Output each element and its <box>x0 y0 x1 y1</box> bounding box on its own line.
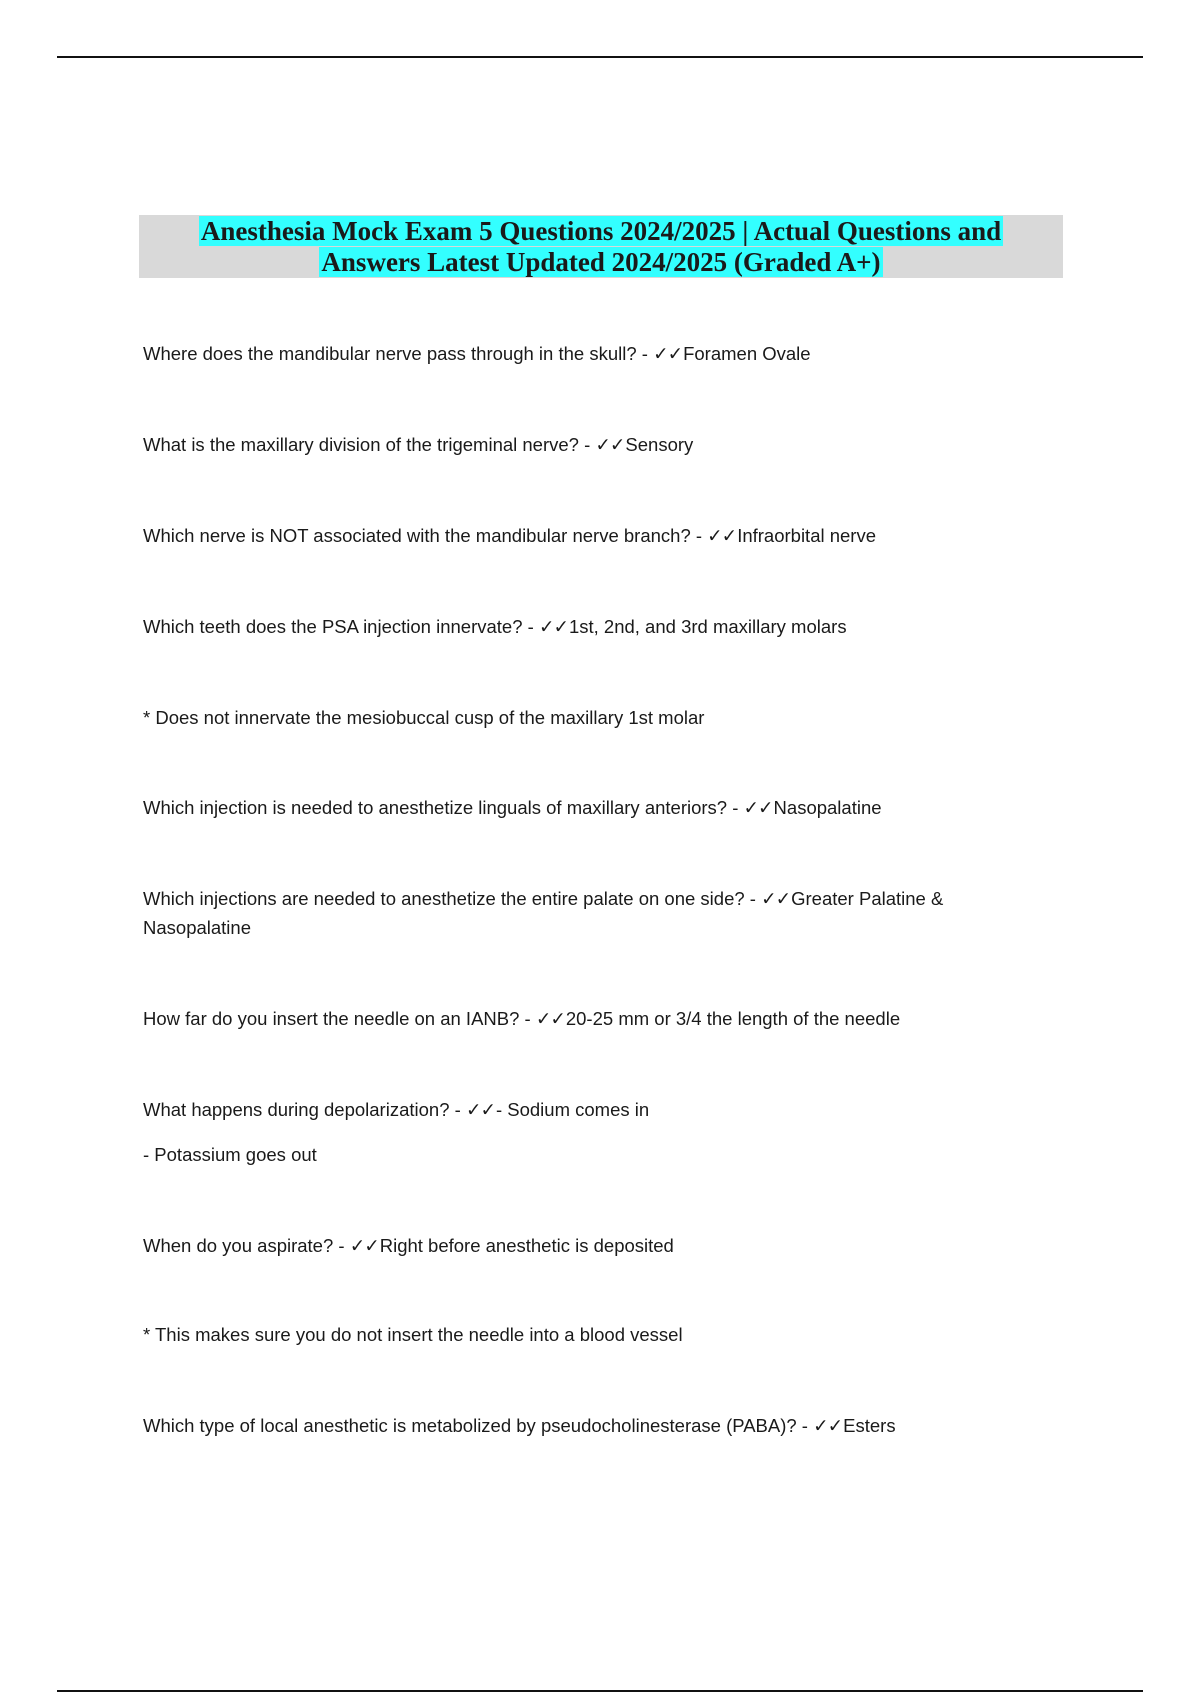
qa-item-5 <box>143 794 882 823</box>
answer-text: Nasopalatine <box>773 797 882 818</box>
answer-text: 20-25 mm or 3/4 the length of the needle <box>565 1008 901 1029</box>
qa-item-7 <box>143 1005 900 1034</box>
answer-text: - Sodium comes in <box>495 1099 650 1120</box>
note-text: * Does not innervate the mesiobuccal cusp of the maxillary 1st molar <box>143 707 705 728</box>
qa-item-4 <box>143 613 847 642</box>
top-rule <box>57 56 1143 58</box>
double-check-icon: ✓✓ <box>538 617 568 638</box>
qa-item-6 <box>143 885 943 914</box>
bottom-rule <box>57 1690 1143 1692</box>
double-check-icon: ✓✓ <box>535 1009 565 1030</box>
question-text: Which type of local anesthetic is metabolized by pseudocholinesterase (PABA)? - <box>143 1415 814 1436</box>
double-check-icon: ✓✓ <box>743 798 773 819</box>
qa-item-10 <box>143 1412 896 1441</box>
question-text: Which teeth does the PSA injection innervate? - <box>143 616 539 637</box>
question-text: Which injections are needed to anesthetize the entire palate on one side? - <box>143 888 762 909</box>
note-text: * This makes sure you do not insert the needle into a blood vessel <box>143 1324 683 1345</box>
question-text: What happens during depolarization? - <box>143 1099 466 1120</box>
qa-item-8 <box>143 1096 649 1125</box>
qa-item-3 <box>143 522 876 551</box>
answer-text: Foramen Ovale <box>683 343 811 364</box>
question-text: How far do you insert the needle on an IANB? - <box>143 1008 536 1029</box>
document-title <box>139 215 1063 278</box>
answer-text: Esters <box>843 1415 896 1436</box>
qa-item-6-continuation <box>143 914 251 942</box>
double-check-icon: ✓✓ <box>349 1236 379 1257</box>
double-check-icon: ✓✓ <box>653 344 683 365</box>
answer-text: 1st, 2nd, and 3rd maxillary molars <box>568 616 847 637</box>
answer-text: Right before anesthetic is deposited <box>379 1235 674 1256</box>
title-line-2: Answers Latest Updated 2024/2025 (Graded A+) <box>321 247 881 277</box>
answer-text: Greater Palatine & <box>791 888 944 909</box>
question-text: Which injection is needed to anesthetize linguals of maxillary anteriors? - <box>143 797 744 818</box>
double-check-icon: ✓✓ <box>813 1416 843 1437</box>
double-check-icon: ✓✓ <box>707 526 737 547</box>
question-text: Where does the mandibular nerve pass through in the skull? - <box>143 343 654 364</box>
double-check-icon: ✓✓ <box>595 435 625 456</box>
answer-continuation-text: - Potassium goes out <box>143 1144 317 1165</box>
note-item-2 <box>143 1321 683 1349</box>
question-text: When do you aspirate? - <box>143 1235 350 1256</box>
double-check-icon: ✓✓ <box>761 889 791 910</box>
qa-item-2 <box>143 431 693 460</box>
answer-text: Infraorbital nerve <box>737 525 877 546</box>
qa-item-9 <box>143 1232 674 1261</box>
question-text: Which nerve is NOT associated with the mandibular nerve branch? - <box>143 525 708 546</box>
answer-text: Sensory <box>625 434 694 455</box>
qa-item-8-continuation <box>143 1141 317 1169</box>
question-text: What is the maxillary division of the trigeminal nerve? - <box>143 434 596 455</box>
qa-item-1 <box>143 340 811 369</box>
note-item-1 <box>143 704 704 732</box>
title-line-1: Anesthesia Mock Exam 5 Questions 2024/2025 | Actual Questions and <box>200 216 1002 246</box>
double-check-icon: ✓✓ <box>465 1100 495 1121</box>
answer-continuation-text: Nasopalatine <box>143 917 251 938</box>
